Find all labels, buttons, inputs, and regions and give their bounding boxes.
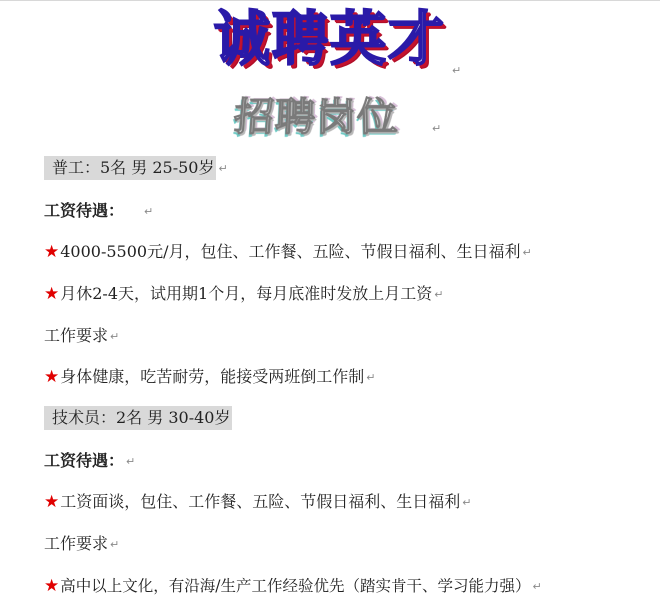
list-item-text: 身体健康，吃苦耐劳，能接受两班倒工作制: [60, 367, 365, 386]
red-star-icon: ★: [44, 576, 60, 596]
list-item: [44, 490, 471, 515]
list-item-text: 工资面谈，包住、工作餐、五险、节假日福利、生日福利: [60, 492, 461, 511]
requirements-label-text: 工作要求: [44, 534, 109, 553]
red-star-icon: ★: [44, 284, 60, 304]
requirements-label: [44, 532, 119, 557]
list-item: [44, 282, 443, 307]
salary-label-text: 工资待遇：: [44, 201, 125, 220]
position-header: [44, 406, 232, 430]
paragraph-mark-icon: ↵: [532, 580, 542, 593]
paragraph-mark-icon: ↵: [110, 537, 120, 551]
position-header: [44, 156, 228, 181]
paragraph-mark-icon: ↵: [366, 370, 376, 384]
paragraph-mark-icon: ↵: [522, 245, 532, 259]
list-item: [44, 240, 532, 265]
salary-label: [44, 199, 153, 224]
list-item-text: 月休2-4天，试用期1个月，每月底准时发放上月工资: [60, 284, 433, 303]
requirements-label: [44, 324, 119, 349]
paragraph-mark-icon: ↵: [462, 495, 472, 509]
paragraph-mark-icon: ↵: [110, 329, 120, 343]
paragraph-mark-icon: ↵: [432, 122, 442, 135]
salary-label-text: 工资待遇：: [44, 451, 125, 470]
list-item: [44, 365, 375, 390]
paragraph-mark-icon: ↵: [126, 454, 136, 468]
list-item-text: 4000-5500元/月，包住、工作餐、五险、节假日福利、生日福利: [60, 242, 521, 261]
red-star-icon: ★: [44, 492, 60, 512]
position-header-text: 技术员：2名 男 30-40岁: [44, 406, 232, 430]
list-item-text: 高中以上文化，有沿海/生产工作经验优先（踏实肯干、学习能力强）: [60, 577, 531, 595]
salary-label: [44, 449, 135, 474]
paragraph-mark-icon: ↵: [434, 287, 444, 301]
red-star-icon: ★: [44, 367, 60, 387]
list-item: [44, 574, 542, 599]
paragraph-mark-icon: ↵: [218, 161, 228, 175]
position-header-text: 普工：5名 男 25-50岁: [44, 156, 216, 180]
paragraph-mark-icon: ↵: [452, 64, 462, 77]
paragraph-mark-icon: ↵: [144, 204, 154, 218]
red-star-icon: ★: [44, 242, 60, 262]
wordart-title: 诚聘英才: [214, 5, 446, 74]
requirements-label-text: 工作要求: [44, 326, 109, 345]
wordart-subtitle: 招聘岗位: [232, 95, 400, 140]
